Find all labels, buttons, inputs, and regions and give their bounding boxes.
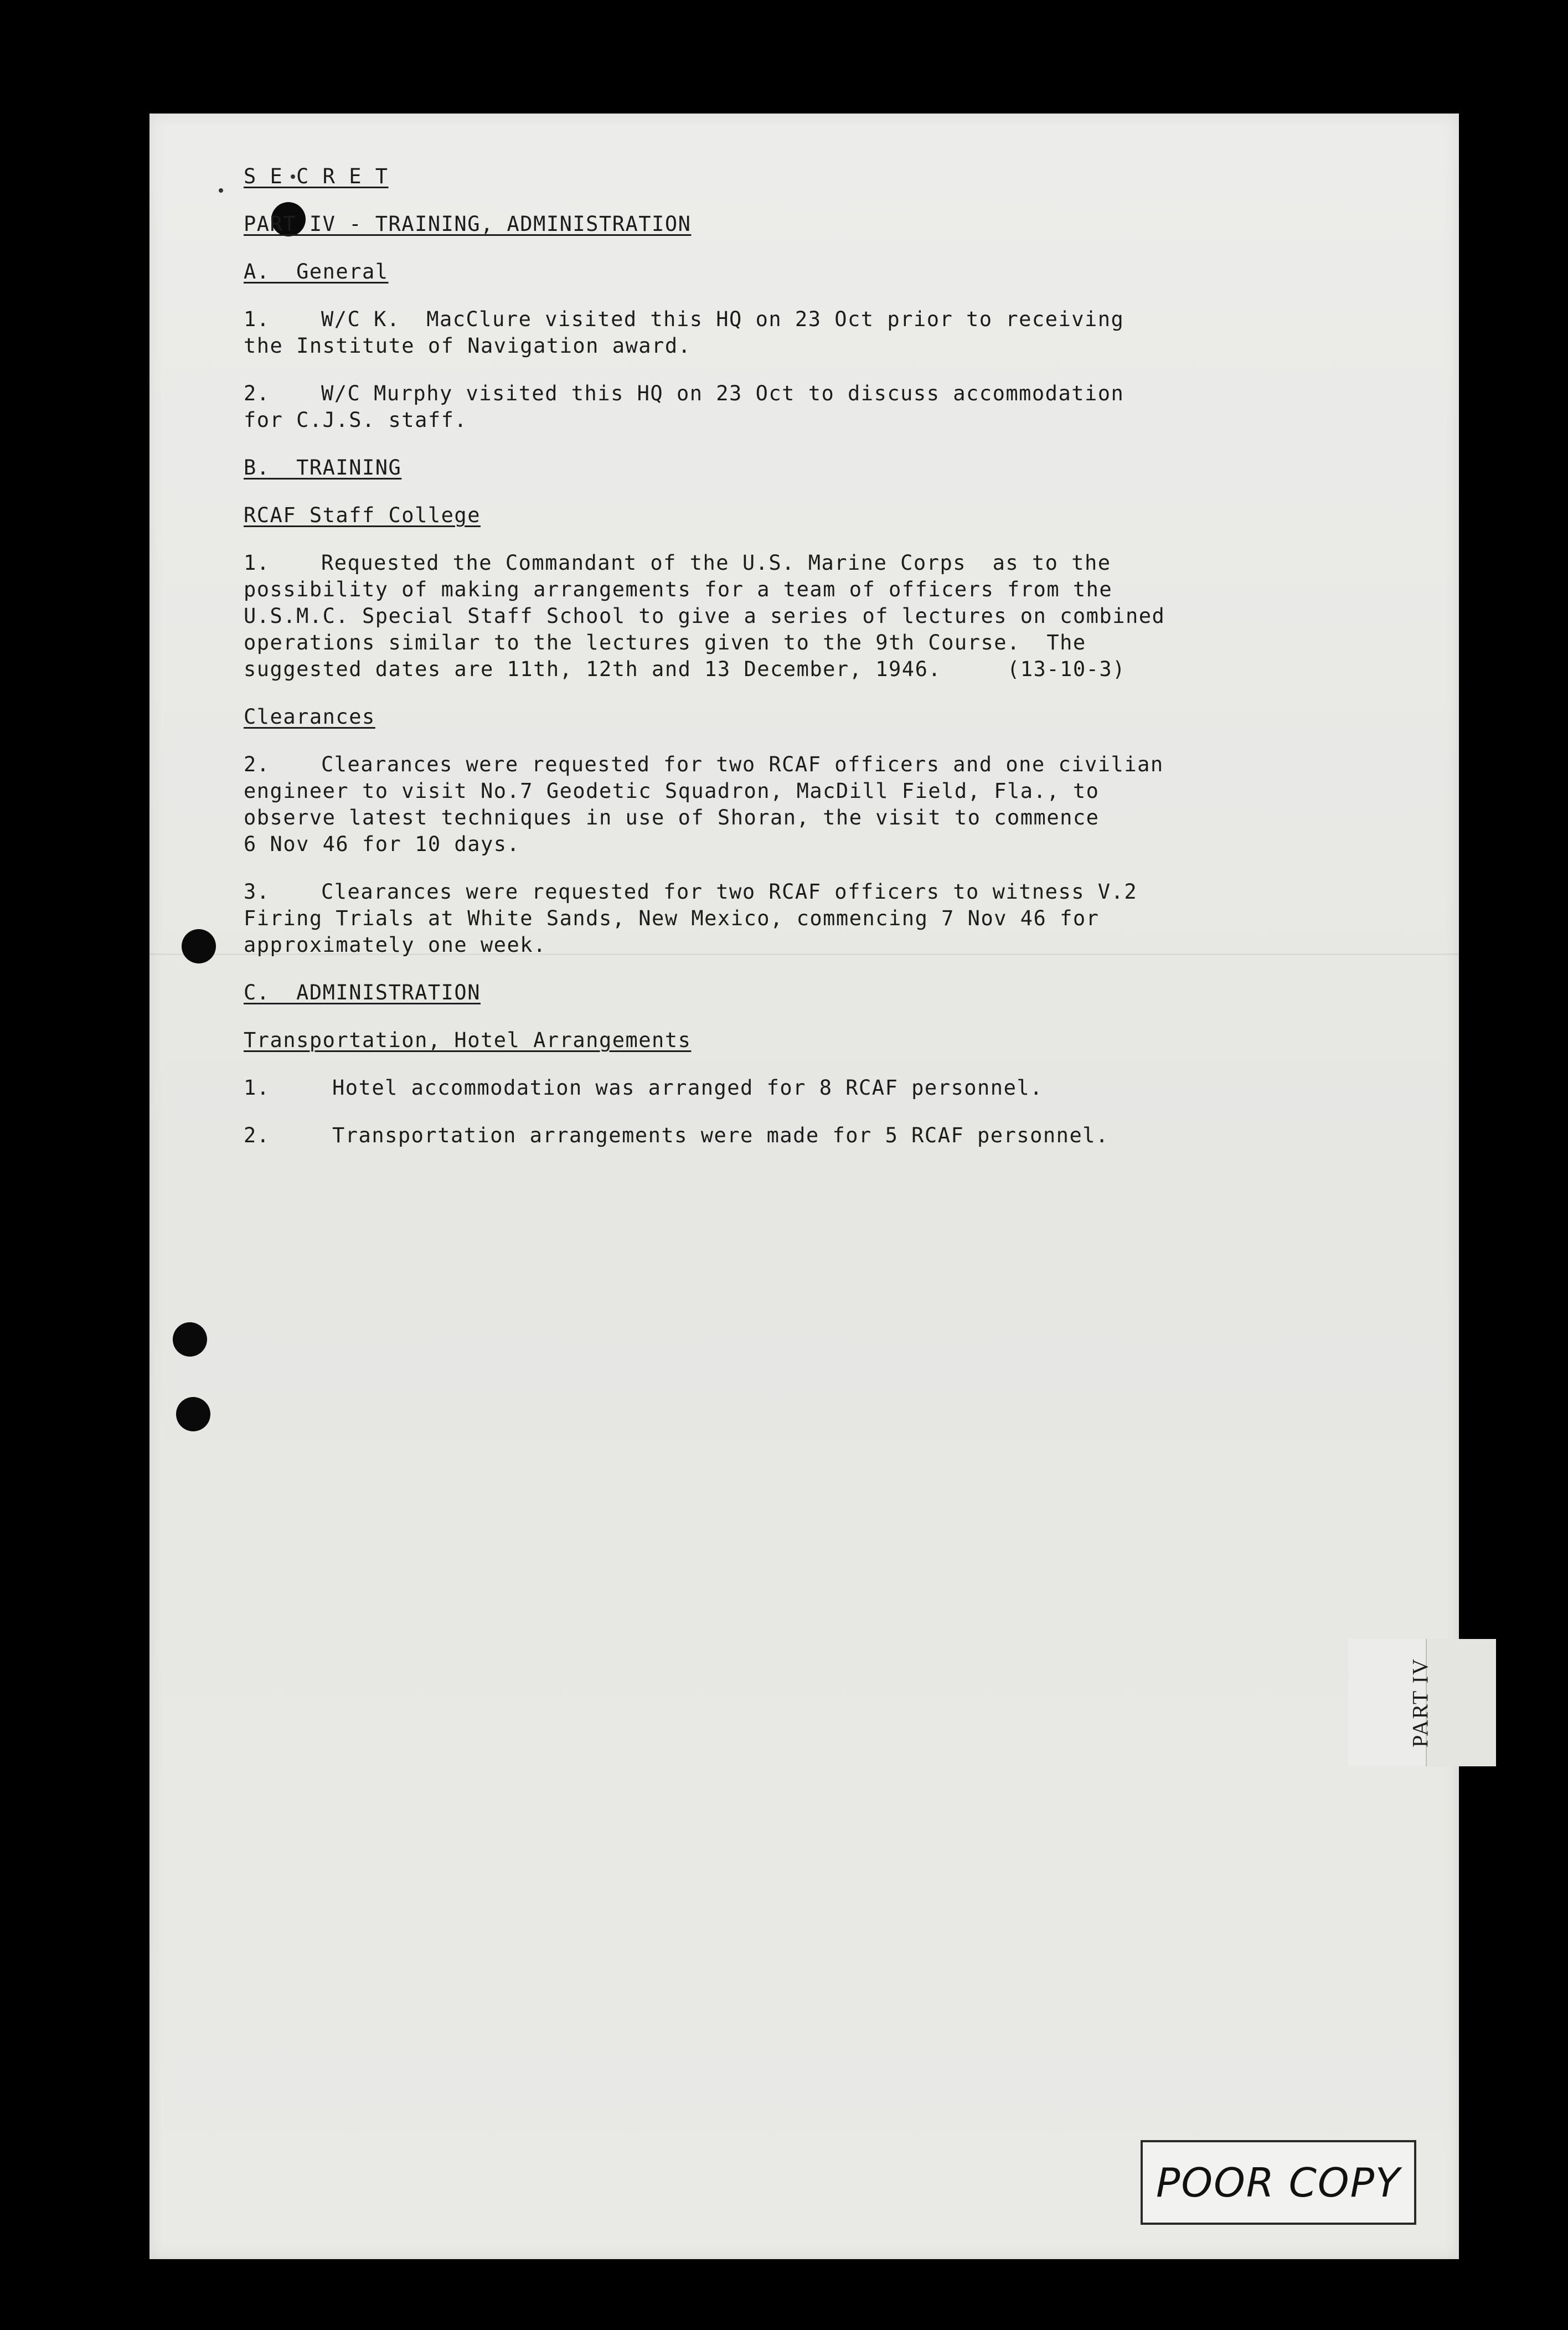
item-number: 1. xyxy=(244,307,270,331)
item-text-line: Transportation arrangements were made for 5 RCAF personnel. xyxy=(332,1123,1109,1147)
punch-hole-2 xyxy=(182,929,216,963)
section-c-heading: C. ADMINISTRATION xyxy=(244,981,481,1004)
poor-copy-stamp xyxy=(1141,2140,1416,2225)
item-text-line: 6 Nov 46 for 10 days. xyxy=(244,832,520,856)
item-number: 1. xyxy=(244,551,270,575)
item-text-line: W/C Murphy visited this HQ on 23 Oct to discuss accommodation xyxy=(321,382,1125,405)
item-text-line: possibility of making arrangements for a team of officers from the xyxy=(244,578,1113,601)
item-number: 2. xyxy=(244,752,270,776)
item-text-line: suggested dates are 11th, 12th and 13 December, 1946. (13-10-3) xyxy=(244,657,1126,681)
item-text-line: observe latest techniques in use of Shoran, the visit to commence xyxy=(244,806,1100,829)
item-text-line: for C.J.S. staff. xyxy=(244,408,468,432)
item-text-line: Firing Trials at White Sands, New Mexico, commencing 7 Nov 46 for xyxy=(244,906,1100,930)
item-number: 3. xyxy=(244,880,270,904)
item-number: 2. xyxy=(244,382,270,405)
section-a-heading: A. General xyxy=(244,260,389,283)
memo-body xyxy=(244,163,1240,1170)
punch-hole-3 xyxy=(173,1322,207,1357)
part-title: PART IV - TRAINING, ADMINISTRATION xyxy=(244,212,692,236)
section-a-item-1 xyxy=(244,306,1240,359)
classification-heading: S E C R E T xyxy=(244,164,389,188)
item-text-line: approximately one week. xyxy=(244,933,546,957)
item-number: 2. xyxy=(244,1123,270,1147)
clearances-item-2 xyxy=(244,751,1240,858)
item-text-line: W/C K. MacClure visited this HQ on 23 Oct prior to receiving xyxy=(321,307,1125,331)
scan-speck xyxy=(219,188,223,193)
item-text-line: Requested the Commandant of the U.S. Marine Corps as to the xyxy=(321,551,1111,575)
admin-item-1 xyxy=(244,1075,1240,1101)
section-a-item-2 xyxy=(244,380,1240,434)
item-text-line: Hotel accommodation was arranged for 8 RCAF personnel. xyxy=(332,1076,1043,1100)
item-text-line: Clearances were requested for two RCAF officers to witness V.2 xyxy=(321,880,1138,904)
stamp-label: POOR COPY xyxy=(1156,2159,1401,2206)
item-number: 1. xyxy=(244,1076,270,1100)
side-tab-label: PART IV xyxy=(1407,1658,1433,1748)
clearances-heading: Clearances xyxy=(244,705,375,729)
section-b-heading: B. TRAINING xyxy=(244,456,402,480)
side-tab-strip xyxy=(1426,1639,1496,1766)
item-text-line: engineer to visit No.7 Geodetic Squadron, MacDill Field, Fla., to xyxy=(244,779,1100,803)
admin-item-2 xyxy=(244,1122,1240,1149)
clearances-item-3 xyxy=(244,879,1240,958)
transportation-heading: Transportation, Hotel Arrangements xyxy=(244,1028,692,1052)
punch-hole-4 xyxy=(176,1397,210,1431)
item-text-line: Clearances were requested for two RCAF officers and one civilian xyxy=(321,752,1164,776)
staff-college-heading: RCAF Staff College xyxy=(244,503,481,527)
item-text-line: U.S.M.C. Special Staff School to give a series of lectures on combined xyxy=(244,604,1165,628)
item-text-line: the Institute of Navigation award. xyxy=(244,334,692,358)
item-text-line: operations similar to the lectures given to the 9th Course. The xyxy=(244,631,1086,654)
staff-college-item-1 xyxy=(244,550,1240,683)
